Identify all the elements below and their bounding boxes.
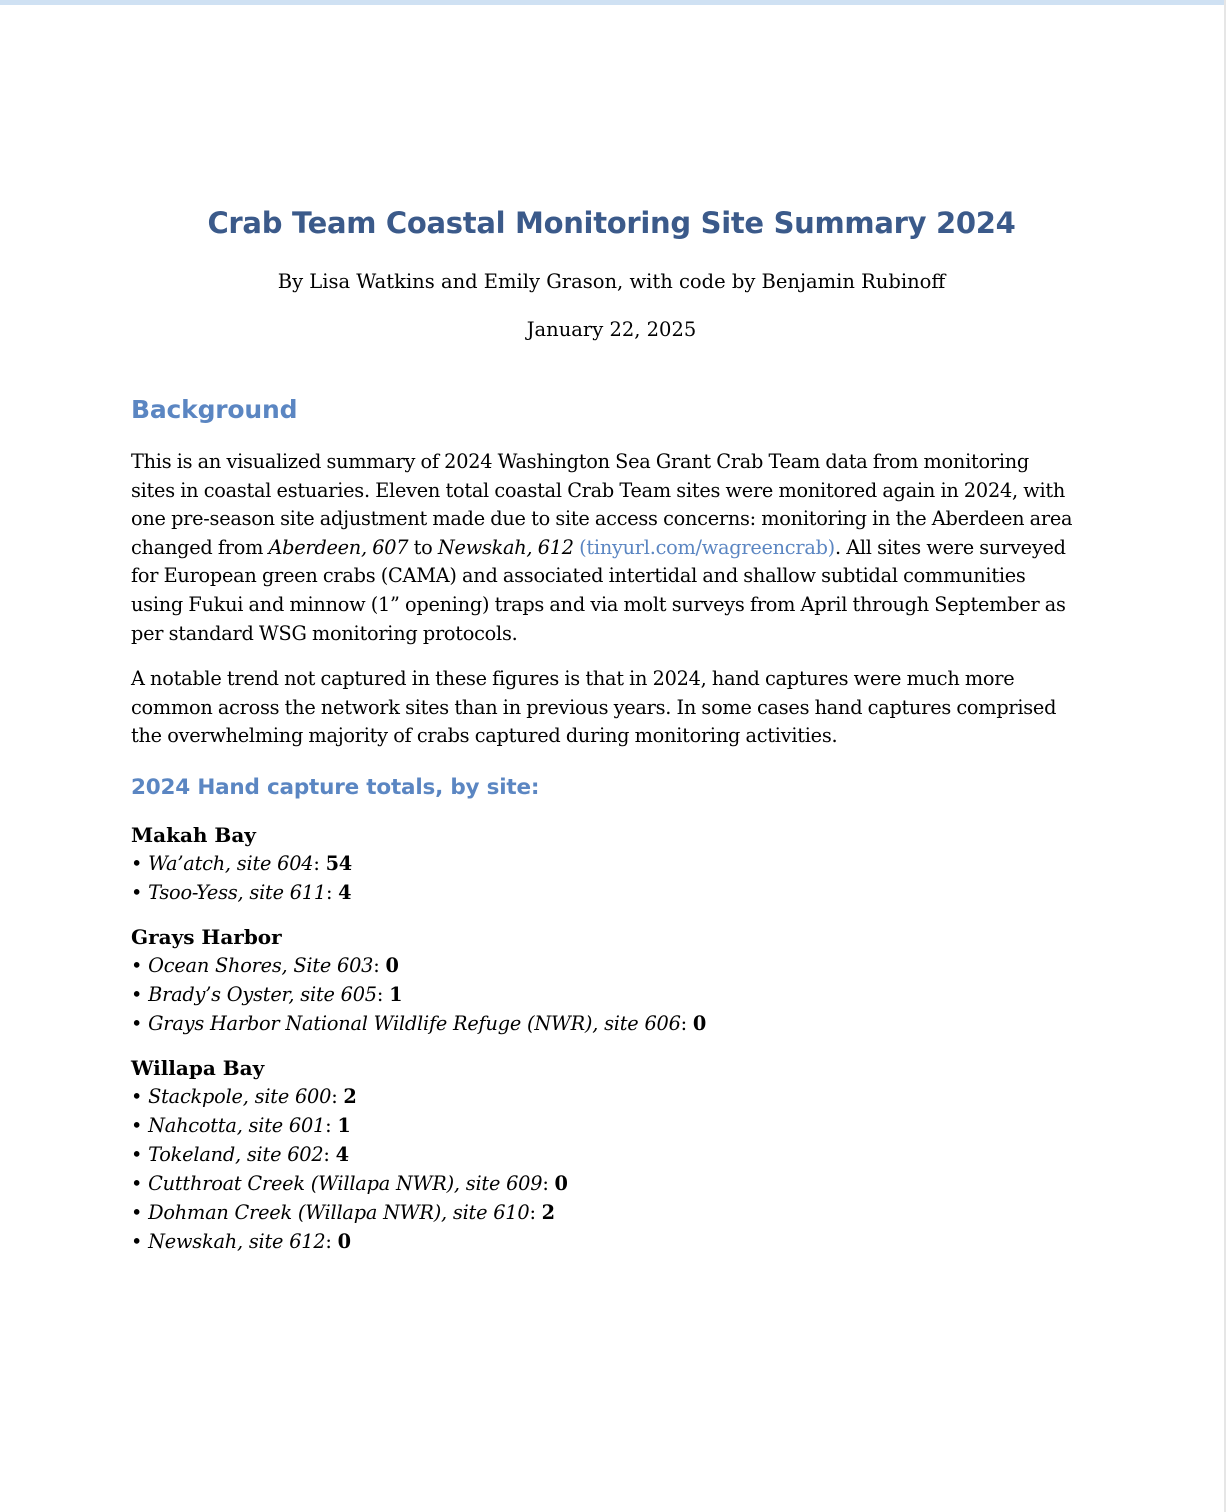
background-paragraph-2: A notable trend not captured in these figures is that in 2024, hand captures were much more common across the network sites than in previous years. In some cases hand captures comprised the overwhelming majority of crabs captured during monitoring activities. [131,667,1057,748]
site-name: Wa’atch, site 604 [148,851,314,875]
site-separator: : [325,1229,338,1253]
capture-count: 2 [343,1084,357,1108]
site-name: Brady’s Oyster, site 605 [148,982,377,1006]
capture-count: 0 [337,1229,351,1253]
background-text-end: . All sites were surveyed for European green crabs (CAMA) and associated intertidal and shallow subtidal communities using Fukui and minnow (1” opening) traps and via molt surveys from April through September as per standard WSG monitoring protocols. [131,535,1066,645]
bullet-icon: • [131,982,149,1006]
bullet-icon: • [131,1171,149,1195]
site-list-item [131,980,1076,1009]
site-group [131,821,1076,907]
site-name: Newskah, site 612 [148,1229,326,1253]
hand-capture-groups [131,821,1076,1256]
capture-count: 4 [338,880,352,904]
site-name: Dohman Creek (Willapa NWR), site 610 [148,1200,530,1224]
document-authors: By Lisa Watkins and Emily Grason, with code by Benjamin Rubinoff [277,270,946,293]
document-page [131,200,1076,1256]
site-list [131,849,1076,907]
capture-count: 4 [335,1142,349,1166]
capture-count: 1 [389,982,403,1006]
site-list-item [131,1169,1076,1198]
site-group [131,1054,1076,1256]
capture-count: 54 [325,851,353,875]
site-separator: : [373,953,386,977]
site-separator: : [325,880,339,904]
document-date: January 22, 2025 [526,318,697,341]
tinyurl-link[interactable]: (tinyurl.com/wagreencrab) [579,535,835,559]
site-group-title: Makah Bay [131,822,256,847]
window-top-accent [0,0,1226,5]
site-list-item [131,1082,1076,1111]
capture-count: 1 [337,1113,351,1137]
capture-count: 0 [385,953,399,977]
bullet-icon: • [131,1200,149,1224]
document-title: Crab Team Coastal Monitoring Site Summary 2024 [207,206,1016,240]
site-group [131,923,1076,1038]
site-separator: : [323,1142,336,1166]
site-to: Newskah, 612 [437,535,574,559]
bullet-icon: • [131,953,149,977]
capture-count: 0 [554,1171,568,1195]
site-list-item [131,1198,1076,1227]
site-name: Grays Harbor National Wildlife Refuge (NWR), site 606 [148,1011,681,1035]
site-list-item [131,1140,1076,1169]
site-list-item [131,951,1076,980]
connector-text: to [408,535,438,559]
site-separator: : [325,1113,338,1137]
site-group-title: Willapa Bay [131,1055,265,1080]
site-list [131,951,1076,1038]
bullet-icon: • [131,1084,149,1108]
site-list-item [131,1111,1076,1140]
bullet-icon: • [131,1229,149,1253]
site-separator: : [680,1011,693,1035]
site-list [131,1082,1076,1256]
bullet-icon: • [131,851,149,875]
site-separator: : [313,851,326,875]
site-list-item [131,878,1076,907]
site-list-item [131,1227,1076,1256]
background-heading: Background [131,395,298,424]
site-list-item [131,849,1076,878]
site-separator: : [542,1171,555,1195]
site-name: Cutthroat Creek (Willapa NWR), site 609 [148,1171,543,1195]
site-from: Aberdeen, 607 [268,535,409,559]
bullet-icon: • [131,880,149,904]
site-name: Tsoo-Yess, site 611 [148,880,326,904]
site-separator: : [331,1084,344,1108]
hand-capture-heading: 2024 Hand capture totals, by site: [131,774,540,800]
site-name: Nahcotta, site 601 [148,1113,326,1137]
site-name: Tokeland, site 602 [148,1142,324,1166]
bullet-icon: • [131,1142,149,1166]
bullet-icon: • [131,1113,149,1137]
background-text-start: This is an visualized summary of 2024 Washington Sea Grant Crab Team data from monitoring sites in coastal estuaries. Eleven total coastal Crab Team sites were monitored again in 2024, with one pre-season site adjustment made due to site access concerns: monitoring in the Aberdeen area changed from [131,450,1073,559]
site-list-item [131,1009,1076,1038]
capture-count: 0 [692,1011,707,1035]
site-name: Ocean Shores, Site 603 [148,953,374,977]
site-group-title: Grays Harbor [131,924,282,949]
capture-count: 2 [541,1200,555,1224]
bullet-icon: • [131,1011,149,1035]
background-paragraph-1 [131,448,1076,648]
site-separator: : [376,982,390,1006]
site-separator: : [529,1200,542,1224]
site-name: Stackpole, site 600 [148,1084,332,1108]
